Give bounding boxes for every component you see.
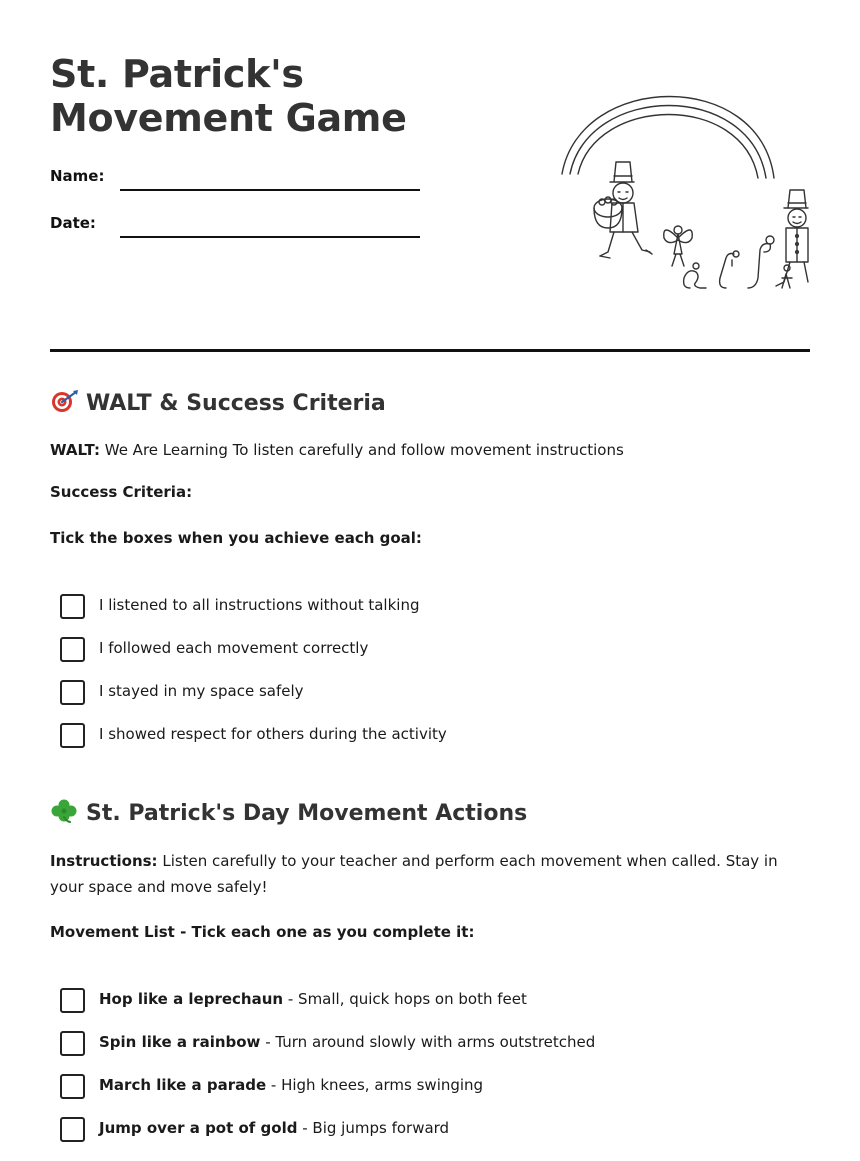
instructions-label: Instructions: — [50, 852, 158, 870]
movement-instructions — [50, 848, 810, 900]
name-label: Name: — [50, 167, 105, 185]
walt-label: WALT: — [50, 441, 100, 459]
movement-name: March like a parade — [99, 1076, 267, 1094]
criteria-item[interactable] — [60, 593, 800, 619]
criteria-checkbox[interactable] — [60, 723, 85, 748]
tick-prompt-text: Tick the boxes when you achieve each goal: — [50, 529, 422, 547]
movement-name: Spin like a rainbow — [99, 1033, 261, 1051]
criteria-item[interactable] — [60, 722, 800, 748]
leprechaun-rainbow-illustration — [550, 82, 810, 297]
movement-list-prompt-text: Movement List - Tick each one as you complete it: — [50, 923, 475, 941]
name-line[interactable] — [120, 189, 420, 191]
movement-text — [99, 1073, 483, 1097]
movement-text — [99, 987, 527, 1011]
criteria-checkbox[interactable] — [60, 680, 85, 705]
walt-heading-text: WALT & Success Criteria — [86, 391, 386, 416]
movement-list-prompt — [50, 919, 810, 945]
criteria-text: I showed respect for others during the activity — [99, 725, 447, 743]
section-divider — [50, 349, 810, 352]
movement-item[interactable] — [60, 1116, 800, 1142]
criteria-text: I followed each movement correctly — [99, 639, 369, 657]
movement-heading — [50, 799, 527, 829]
movement-text — [99, 1116, 449, 1140]
movement-item[interactable] — [60, 1030, 800, 1056]
walt-heading — [50, 389, 386, 419]
criteria-text: I stayed in my space safely — [99, 682, 304, 700]
success-criteria-label — [50, 479, 810, 505]
name-field[interactable] — [50, 166, 420, 196]
movement-desc: - Small, quick hops on both feet — [283, 990, 527, 1008]
page-title: St. Patrick's Movement Game — [50, 52, 407, 140]
tick-prompt — [50, 525, 810, 551]
movement-checkbox[interactable] — [60, 1117, 85, 1142]
dart-target-icon — [50, 389, 80, 413]
instructions-text: Listen carefully to your teacher and perform each movement when called. Stay in your space and move safely! — [50, 852, 778, 896]
worksheet-header — [50, 0, 810, 352]
walt-text: We Are Learning To listen carefully and follow movement instructions — [99, 441, 624, 459]
success-criteria-label-text: Success Criteria: — [50, 483, 193, 501]
criteria-item[interactable] — [60, 636, 800, 662]
date-label: Date: — [50, 214, 96, 232]
shamrock-icon — [50, 799, 80, 823]
criteria-item[interactable] — [60, 679, 800, 705]
movement-checkbox[interactable] — [60, 988, 85, 1013]
movement-text — [99, 1030, 595, 1054]
criteria-text: I listened to all instructions without talking — [99, 596, 420, 614]
movement-name: Jump over a pot of gold — [99, 1119, 298, 1137]
movement-desc: - Big jumps forward — [297, 1119, 450, 1137]
date-line[interactable] — [120, 236, 420, 238]
movement-item[interactable] — [60, 987, 800, 1013]
movement-checkbox[interactable] — [60, 1074, 85, 1099]
movement-heading-text: St. Patrick's Day Movement Actions — [86, 801, 528, 826]
worksheet-page — [50, 0, 810, 1137]
movement-checkbox[interactable] — [60, 1031, 85, 1056]
movement-name: Hop like a leprechaun — [99, 990, 284, 1008]
date-field[interactable] — [50, 213, 420, 243]
movement-desc: - Turn around slowly with arms outstretched — [260, 1033, 596, 1051]
criteria-checkbox[interactable] — [60, 594, 85, 619]
movement-desc: - High knees, arms swinging — [266, 1076, 484, 1094]
walt-statement — [50, 437, 810, 463]
movement-item[interactable] — [60, 1073, 800, 1099]
criteria-checkbox[interactable] — [60, 637, 85, 662]
